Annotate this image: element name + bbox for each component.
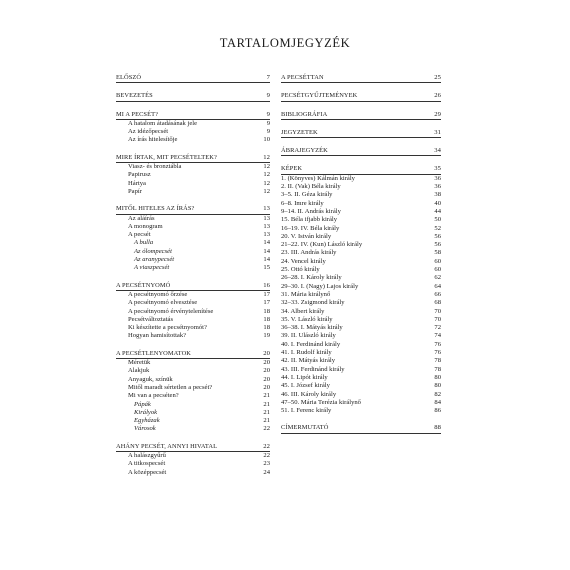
toc-entry-title: A középpecsét [128, 468, 167, 476]
toc-entry-page: 52 [434, 224, 441, 232]
toc-entry-page: 9 [266, 110, 270, 118]
toc-entry-page: 20 [263, 375, 270, 383]
toc-entry-title: Viasz- és bronztábla [128, 163, 182, 171]
toc-entry-title: 47–50. Mária Terézia királynő [281, 398, 361, 406]
toc-entry-title: BIBLIOGRÁFIA [281, 110, 328, 118]
toc-entry-page: 60 [434, 266, 441, 274]
toc-entry-title: Alakjuk [128, 367, 150, 375]
toc-entry [116, 469, 270, 477]
toc-section-entry [281, 74, 441, 83]
toc-entry-title: ELŐSZÓ [116, 74, 142, 81]
toc-entry-title: Mi van a pecséten? [128, 392, 179, 400]
toc-entry [116, 367, 270, 375]
toc-entry-title: 39. II. Ulászló király [281, 332, 336, 340]
toc-section-entry [116, 92, 270, 101]
toc-entry [116, 120, 270, 128]
toc-entry [116, 316, 270, 324]
toc-entry-page: 66 [434, 290, 441, 298]
toc-entry-page: 17 [263, 299, 270, 307]
toc-entry [116, 223, 270, 231]
toc-entry-title: BEVEZETÉS [116, 92, 153, 100]
toc-entry-page: 60 [434, 257, 441, 265]
toc-section-entry [116, 443, 270, 452]
toc-entry-page: 14 [263, 256, 270, 264]
toc-entry-title: 25. Ottó király [281, 266, 320, 274]
toc-entry-page: 20 [263, 359, 270, 367]
toc-entry [281, 308, 441, 316]
toc-entry-title: AHÁNY PECSÉT, ANNYI HIVATAL [116, 442, 218, 450]
toc-entry-title: A titkospecsét [128, 460, 166, 468]
toc-entry-page: 20 [263, 367, 270, 375]
toc-entry-title: 1. (Könyves) Kálmán király [281, 174, 355, 182]
toc-entry [116, 256, 270, 264]
toc-section-entry [116, 154, 270, 163]
toc-entry-page: 12 [263, 187, 270, 195]
toc-entry [281, 200, 441, 208]
toc-entry-title: 51. I. Ferenc király [281, 407, 332, 415]
toc-entry-title: 16–19. IV. Béla király [281, 224, 340, 232]
toc-entry-page: 36 [434, 183, 441, 191]
toc-entry-title: 29–30. I. (Nagy) Lajos király [281, 282, 359, 290]
toc-entry-title: Papír [128, 187, 142, 195]
toc-entry [116, 452, 270, 460]
toc-entry [116, 359, 270, 367]
toc-entry-title: Az aláírás [128, 214, 155, 222]
toc-entry-page: 56 [434, 241, 441, 249]
toc-entry-page: 26 [434, 92, 441, 100]
toc-entry-title: 46. III. Károly király [281, 390, 337, 398]
toc-entry-title: MITŐL HITELES AZ ÍRÁS? [116, 205, 195, 213]
toc-entry-page: 12 [263, 163, 270, 171]
toc-entry-title: KÉPEK [281, 165, 303, 173]
toc-entry-page: 88 [434, 424, 441, 432]
toc-entry-page: 13 [263, 231, 270, 239]
toc-entry [116, 324, 270, 332]
toc-entry-page: 21 [263, 392, 270, 400]
toc-entry [281, 391, 441, 399]
toc-entry [116, 239, 270, 247]
toc-entry [116, 188, 270, 196]
toc-entry-page: 78 [434, 357, 441, 365]
toc-entry [281, 208, 441, 216]
toc-entry-title: 20. V. István király [281, 232, 332, 240]
toc-entry [281, 283, 441, 291]
toc-entry-page: 22 [263, 451, 270, 459]
toc-entry-page: 58 [434, 249, 441, 257]
toc-entry [116, 215, 270, 223]
toc-entry-title: A viaszpecsét [134, 264, 170, 272]
toc-entry-page: 16 [263, 281, 270, 289]
toc-entry [281, 324, 441, 332]
toc-entry-title: JEGYZETEK [281, 128, 318, 136]
toc-entry-title: A pecsétnyomó érvénytelenítése [128, 307, 214, 315]
toc-entry-page: 18 [263, 324, 270, 332]
toc-entry-title: Ki készítette a pecsétnyomót? [128, 324, 207, 332]
toc-entry-title: 40. I. Ferdinánd király [281, 340, 341, 348]
toc-entry [116, 291, 270, 299]
toc-entry-title: 45. I. József király [281, 382, 330, 390]
toc-entry-page: 38 [434, 191, 441, 199]
toc-entry [281, 225, 441, 233]
toc-entry [281, 216, 441, 224]
toc-entry [281, 266, 441, 274]
toc-section-entry [116, 111, 270, 120]
toc-entry [281, 316, 441, 324]
toc-entry-title: Méretük [128, 359, 151, 367]
toc-entry-title: A hatalom átadásának jele [128, 119, 198, 127]
toc-entry-title: A halászgyűrű [128, 451, 166, 459]
toc-entry-page: 15 [263, 264, 270, 272]
toc-entry-page: 70 [434, 307, 441, 315]
toc-entry-title: A PECSÉTTAN [281, 74, 324, 81]
toc-entry-page: 25 [434, 74, 441, 81]
toc-entry-page: 21 [263, 417, 270, 425]
toc-entry [116, 401, 270, 409]
toc-entry [116, 136, 270, 144]
toc-entry-page: 31 [434, 128, 441, 136]
toc-entry-page: 9 [266, 119, 270, 127]
toc-section-entry [116, 350, 270, 359]
toc-entry-page: 34 [434, 147, 441, 155]
toc-entry-title: ÁBRAJEGYZÉK [281, 147, 328, 155]
toc-entry-page: 10 [263, 136, 270, 144]
toc-entry-page: 13 [263, 214, 270, 222]
toc-entry-title: Hártya [128, 179, 146, 187]
toc-entry-title: Az írás hitelesítője [128, 136, 178, 144]
toc-entry [281, 183, 441, 191]
toc-entry-title: A pecsét [128, 231, 151, 239]
toc-entry-title: Papirusz [128, 171, 151, 179]
toc-entry [281, 299, 441, 307]
toc-section-entry [116, 205, 270, 214]
toc-section-entry [281, 129, 441, 138]
toc-entry-title: A pecsétnyomó elvesztése [128, 299, 198, 307]
toc-entry-title: 24. Vencel király [281, 257, 326, 265]
toc-entry-page: 17 [263, 290, 270, 298]
toc-entry-title: Egyházak [134, 417, 160, 425]
toc-entry-title: A bulla [134, 239, 154, 247]
toc-entry-page: 14 [263, 239, 270, 247]
toc-entry [116, 248, 270, 256]
toc-entry-title: 42. II. Mátyás király [281, 357, 336, 365]
toc-entry-page: 20 [263, 349, 270, 357]
toc-entry [116, 180, 270, 188]
toc-entry-page: 21 [263, 408, 270, 416]
toc-entry [281, 399, 441, 407]
toc-entry-page: 9 [266, 92, 270, 100]
toc-entry [116, 128, 270, 136]
toc-entry-page: 84 [434, 398, 441, 406]
toc-entry-page: 23 [263, 460, 270, 468]
toc-section-entry [116, 74, 270, 83]
toc-entry-title: Pecsétváltoztatás [128, 315, 174, 323]
toc-entry [281, 341, 441, 349]
toc-entry-title: MI A PECSÉT? [116, 110, 159, 118]
toc-entry-title: 2. II. (Vak) Béla király [281, 183, 341, 191]
toc-entry-page: 13 [263, 205, 270, 213]
toc-entry-page: 7 [266, 74, 270, 81]
toc-entry-page: 35 [434, 165, 441, 173]
toc-entry [116, 332, 270, 340]
toc-entry-page: 80 [434, 382, 441, 390]
toc-entry-page: 44 [434, 207, 441, 215]
toc-entry-page: 70 [434, 315, 441, 323]
toc-entry [281, 374, 441, 382]
toc-entry-title: 34. Albert király [281, 307, 325, 315]
toc-entry [281, 407, 441, 415]
toc-entry-page: 50 [434, 216, 441, 224]
toc-entry-title: A PECSÉTNYOMÓ [116, 281, 171, 289]
toc-entry-title: PECSÉTGYŰJTEMÉNYEK [281, 92, 358, 100]
toc-entry-title: 21–22. IV. (Kun) László király [281, 241, 363, 249]
toc-entry-title: MIRE ÍRTAK, MIT PECSÉTELTEK? [116, 153, 217, 161]
toc-entry-page: 86 [434, 407, 441, 415]
toc-entry [116, 460, 270, 468]
toc-entry-page: 22 [263, 442, 270, 450]
toc-entry-page: 64 [434, 282, 441, 290]
toc-entry [281, 366, 441, 374]
toc-entry-title: 32–33. Zsigmond király [281, 299, 345, 307]
toc-entry-page: 76 [434, 349, 441, 357]
toc-entry-page: 68 [434, 299, 441, 307]
toc-entry-page: 18 [263, 307, 270, 315]
toc-entry-page: 36 [434, 174, 441, 182]
toc-right-column [281, 74, 441, 434]
toc-entry-page: 19 [263, 332, 270, 340]
toc-entry-title: Anyaguk, színük [128, 375, 173, 383]
toc-entry-page: 14 [263, 247, 270, 255]
toc-entry-title: 36–38. I. Mátyás király [281, 324, 343, 332]
toc-section-entry [116, 282, 270, 291]
toc-entry-page: 74 [434, 332, 441, 340]
toc-entry [116, 425, 270, 433]
toc-entry-title: 9–14. II. András király [281, 207, 341, 215]
toc-entry-title: A pecsétnyomó őrzése [128, 290, 188, 298]
toc-entry [116, 376, 270, 384]
toc-entry-title: A PECSÉTLENYOMATOK [116, 349, 192, 357]
toc-entry-page: 12 [263, 179, 270, 187]
toc-entry [116, 264, 270, 272]
toc-entry-title: Az idézőpecsét [128, 128, 169, 136]
toc-entry-page: 12 [263, 171, 270, 179]
toc-entry-page: 9 [266, 128, 270, 136]
toc-entry [281, 291, 441, 299]
toc-entry-page: 72 [434, 324, 441, 332]
toc-entry-title: 44. I. Lipót király [281, 373, 328, 381]
toc-entry [281, 241, 441, 249]
toc-entry-page: 29 [434, 110, 441, 118]
toc-entry [116, 163, 270, 171]
toc-entry-title: Városok [134, 425, 156, 433]
toc-entry-page: 12 [263, 153, 270, 161]
toc-entry-page: 82 [434, 390, 441, 398]
toc-entry [116, 171, 270, 179]
toc-entry [116, 299, 270, 307]
toc-entry [281, 332, 441, 340]
toc-entry-page: 80 [434, 373, 441, 381]
toc-entry-page: 13 [263, 222, 270, 230]
toc-entry-page: 18 [263, 315, 270, 323]
toc-entry-page: 20 [263, 383, 270, 391]
toc-entry-page: 62 [434, 274, 441, 282]
toc-entry-page: 78 [434, 365, 441, 373]
toc-entry-title: 41. I. Rudolf király [281, 349, 332, 357]
toc-entry [281, 191, 441, 199]
toc-entry [281, 249, 441, 257]
toc-section-entry [281, 165, 441, 174]
toc-entry-title: 35. V. László király [281, 315, 333, 323]
page-title: TARTALOMJEGYZÉK [219, 36, 351, 50]
toc-entry-title: Pápák [134, 400, 151, 408]
toc-entry [281, 357, 441, 365]
toc-entry [116, 392, 270, 400]
toc-entry [116, 409, 270, 417]
toc-entry-title: 6–8. Imre király [281, 199, 324, 207]
toc-entry [281, 382, 441, 390]
toc-entry [116, 231, 270, 239]
toc-entry-page: 40 [434, 199, 441, 207]
toc-entry-page: 56 [434, 232, 441, 240]
toc-section-entry [281, 424, 441, 433]
toc-entry-title: A monogram [128, 222, 163, 230]
toc-entry-title: CÍMERMUTATÓ [281, 424, 329, 432]
toc-entry [116, 417, 270, 425]
toc-section-entry [281, 111, 441, 120]
toc-entry-title: 31. Mária királynő [281, 290, 331, 298]
toc-entry-title: Mitől maradt sértetlen a pecsét? [128, 383, 213, 391]
toc-section-entry [281, 92, 441, 101]
toc-entry [281, 274, 441, 282]
toc-entry-title: Hogyan hamisítottak? [128, 332, 187, 340]
toc-entry [281, 258, 441, 266]
toc-entry-title: 23. III. András király [281, 249, 337, 257]
toc-entry [116, 308, 270, 316]
toc-entry [281, 175, 441, 183]
toc-entry-title: Királyok [134, 408, 158, 416]
toc-entry [116, 384, 270, 392]
toc-entry-title: 15. Béla ifjabb király [281, 216, 338, 224]
toc-entry-page: 76 [434, 340, 441, 348]
toc-entry [281, 349, 441, 357]
toc-left-column [116, 74, 270, 477]
toc-entry-title: 43. III. Ferdinánd király [281, 365, 345, 373]
toc-entry [281, 233, 441, 241]
toc-entry-page: 24 [263, 468, 270, 476]
toc-entry-title: Az ólompecsét [134, 247, 172, 255]
toc-section-entry [281, 147, 441, 156]
toc-entry-title: 26–28. I. Károly király [281, 274, 342, 282]
toc-entry-title: 3–5. II. Géza király [281, 191, 333, 199]
toc-entry-title: Az aranypecsét [134, 256, 175, 264]
toc-entry-page: 21 [263, 400, 270, 408]
toc-entry-page: 22 [263, 425, 270, 433]
